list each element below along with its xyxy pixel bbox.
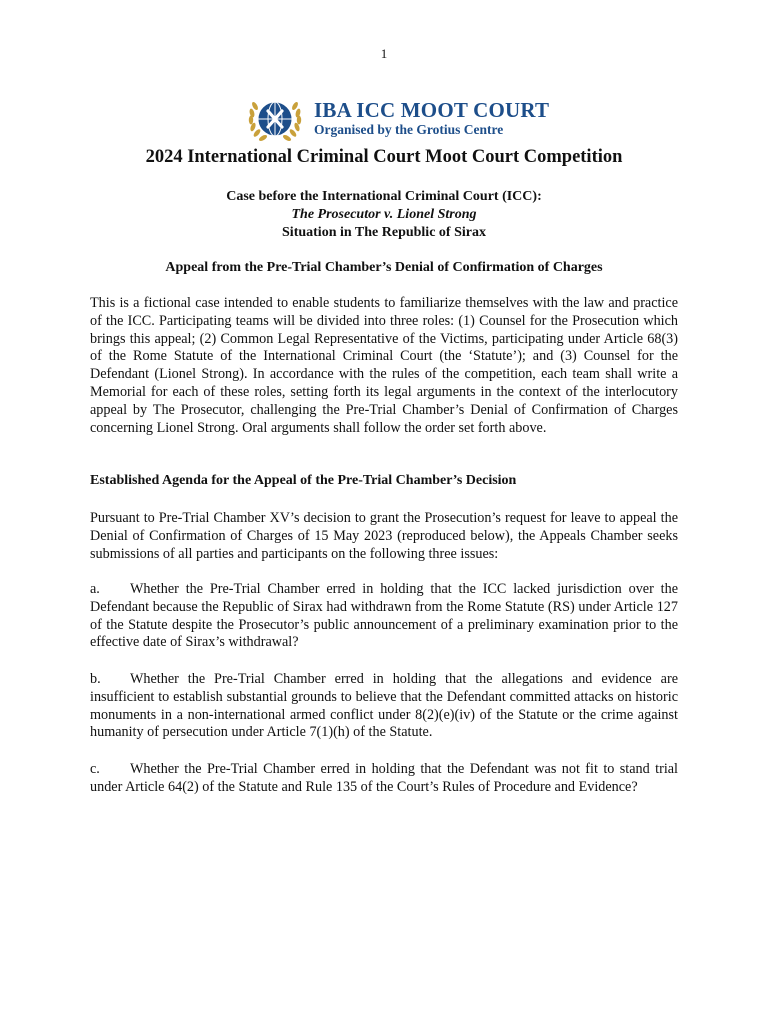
document-title: 2024 International Criminal Court Moot Court Competition bbox=[145, 147, 623, 167]
issue-text: Whether the Pre-Trial Chamber erred in holding that the Defendant was not fit to stand trial under Article 64(2) of the Statute and Rule 135 of the Court’s Rules of Procedure and Evidence? bbox=[90, 761, 678, 795]
issue-letter: a. bbox=[90, 581, 100, 597]
issue-letter: b. bbox=[90, 671, 101, 687]
appeal-heading: Appeal from the Pre-Trial Chamber’s Denial of Confirmation of Charges bbox=[165, 260, 603, 275]
logo-title: IBA ICC MOOT COURT bbox=[314, 97, 550, 122]
issue-b bbox=[90, 671, 678, 742]
laurel-globe-icon bbox=[246, 92, 304, 144]
iba-icc-moot-court-logo bbox=[246, 92, 549, 144]
issue-text: Whether the Pre-Trial Chamber erred in holding that the ICC lacked jurisdiction over the Defendant because the Republic of Sirax had withdrawn from the Rome Statute (RS) under Article 127 of the Statute despite the Prosecutor’s public announcement of a preliminary examination prior to the effective date of Sirax’s withdrawal? bbox=[90, 581, 678, 651]
case-caption bbox=[0, 188, 768, 242]
issue-letter: c. bbox=[90, 761, 100, 777]
case-line-parties: The Prosecutor v. Lionel Strong bbox=[291, 207, 477, 222]
case-line-court: Case before the International Criminal Court (ICC): bbox=[226, 189, 542, 204]
issue-text: Whether the Pre-Trial Chamber erred in holding that the allegations and evidence are insufficient to establish substantial grounds to believe that the Defendant committed attacks on historic monuments in a non-international armed conflict under 8(2)(e)(iv) of the Statute or the crime against humanity of persecution under Article 7(1)(h) of the Statute. bbox=[90, 671, 678, 741]
agenda-heading: Established Agenda for the Appeal of the Pre-Trial Chamber’s Decision bbox=[90, 473, 517, 488]
issue-c bbox=[90, 761, 678, 797]
issue-a bbox=[90, 581, 678, 652]
case-line-situation: Situation in The Republic of Sirax bbox=[282, 225, 486, 240]
logo-subtitle: Organised by the Grotius Centre bbox=[314, 121, 504, 137]
page-number: 1 bbox=[380, 46, 388, 61]
intro-paragraph: This is a fictional case intended to enable students to familiarize themselves with the law and practice of the ICC. Participating teams will be divided into three roles: (1) Counsel for the Prosecution which brings this appeal; (2) Common Legal Representative of the Victims, participating under Article 68(3) of the Rome Statute of the International Criminal Court (the ‘Statute’); and (3) Counsel for the Defendant (Lionel Strong). In accordance with the rules of the competition, each team shall write a Memorial for each of these roles, setting forth its legal arguments in the context of the interlocutory appeal by The Prosecutor, challenging the Pre-Trial Chamber’s Denial of Confirmation of Charges concerning Lionel Strong. Oral arguments shall follow the order set forth above. bbox=[90, 295, 678, 436]
pursuant-paragraph: Pursuant to Pre-Trial Chamber XV’s decision to grant the Prosecution’s request for leave to appeal the Denial of Confirmation of Charges of 15 May 2023 (reproduced below), the Appeals Chamber seeks submissions of all parties and participants on the following three issues: bbox=[90, 510, 678, 562]
